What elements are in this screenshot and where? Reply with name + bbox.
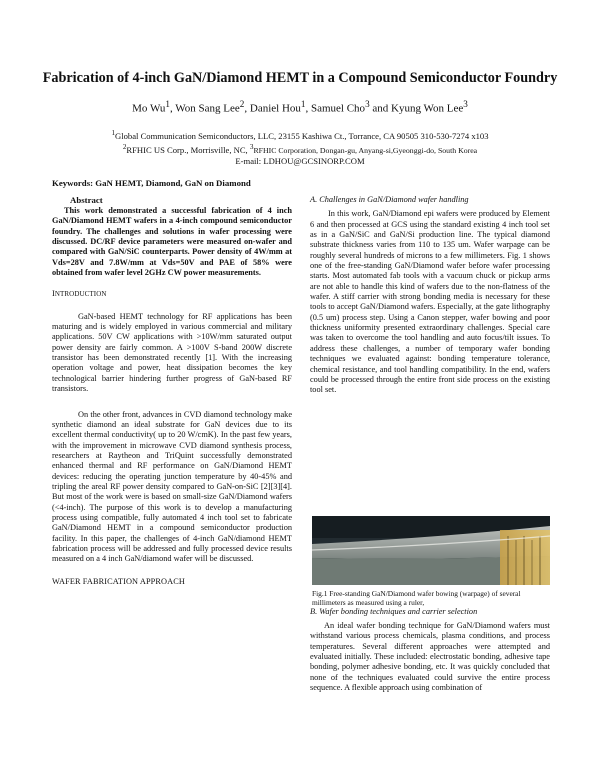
author-name: , Samuel Cho bbox=[305, 102, 366, 115]
section-b-paragraph: An ideal wafer bonding technique for GaN/Diamond wafers must withstand various process chemicals, plasma conditions, and process temperatures. Several different approaches were attempted and evaluated initially. These included: electrostatic bonding, adhesive tape bonding, polymer adhesive bonding, etc. It was quickly concluded that none of the techniques evaluated could survive the entire process sequence. A flexible approach using combination of bbox=[310, 621, 550, 693]
intro-heading-rest: NTRODUCTION bbox=[54, 290, 107, 299]
section-a-heading: A. Challenges in GaN/Diamond wafer handling bbox=[310, 195, 469, 204]
intro-heading-first: I bbox=[52, 289, 55, 299]
email-line: E-mail: LDHOU@GCSINORP.COM bbox=[235, 155, 365, 166]
wafer-fab-heading: WAFER FABRICATION APPROACH bbox=[52, 576, 185, 586]
author-sup: 1 bbox=[300, 99, 306, 109]
affiliation-line-2 bbox=[30, 142, 570, 156]
abstract-text: This work demonstrated a successful fabrication of 4 inch GaN/Diamond HEMT wafers in a 4-inch compound semiconductor foundry. The challenges and solutions in wafer processing were discussed. DC/RF device parameters were measured on-wafer and compared with GaN/SiC counterparts. Power density of 4W/mm at Vds=28V and 7.8W/mm at Vds=50V and PAE of 58% were obtained from wafer level 2GHz CW power measurements. bbox=[52, 206, 292, 278]
section-b-body bbox=[310, 621, 550, 693]
affiliation-text: Global Communication Semiconductors, LLC, 23155 Kashiwa Ct., Torrance, CA 90505 310-530-7274 x103 bbox=[115, 130, 489, 141]
right-column bbox=[310, 195, 550, 396]
figure-1-photo bbox=[312, 516, 550, 585]
author-name: , Daniel Hou bbox=[244, 102, 301, 115]
intro-paragraph-1: GaN-based HEMT technology for RF applications has been maturing and is widely employed in various commercial and military applications. 50V CW applications with >10W/mm saturated output power density are fairly common. A >100V S-band 200W discrete transistor has been demonstrated recently [1]. With the increasing operation voltage and power, heat dissipation becomes the key technological barrier hindering further progress of GaN-based RF transistors. bbox=[52, 311, 292, 394]
paper-title: Fabrication of 4-inch GaN/Diamond HEMT in a Compound Semiconductor Foundry bbox=[42, 70, 558, 86]
affiliation-sup: 2 bbox=[122, 142, 127, 151]
abstract-heading: Abstract bbox=[70, 195, 103, 205]
author-sup: 3 bbox=[463, 99, 468, 109]
left-column bbox=[52, 195, 292, 599]
wafer-photo-graphic bbox=[312, 516, 550, 585]
affiliation-sup: 1 bbox=[111, 129, 116, 137]
affiliation-text: RFHIC Corporation, Dongan-gu, Anyang-si,Gyeonggi-do, South Korea bbox=[253, 145, 478, 155]
author-name: Mo Wu bbox=[132, 102, 166, 115]
section-a-paragraph: In this work, GaN/Diamond epi wafers were produced by Element 6 and then processed at GCS using the standard existing 4 inch tool set as in a GaN/SiC and GaN/Si production line. The typical diamond substrate thickness varies from 110 to 135 um. Wafer warpage can be roughly several hundreds of microns to a few millimeters. Fig. 1 shows one of the free-standing GaN/Diamond wafer before wafer processing starts. Most automated fab tools with a vacuum chuck or pickup arms are not able to handle this kind of wafers due to the non-flatness of the wafer. A stiff carrier with strong bonding media is necessary for these tools to accept GaN/Diamond wafers. Especially, at the gate lithography (0.5 um) process step. Using a Canon stepper, wafer bowing and poor thickness uniformity presented extraordinary challenges. Special care was taken to overcome the tool handling and auto focus/tilt issues. To address these challenges, a number of temporary wafer bonding techniques we evaluated against: bonding temperature tolerance, chemical resistance, and tool handling compatibility. In the end, wafers could be processed through the entire front side process on the existing tool set. bbox=[310, 209, 550, 395]
author-sup: 2 bbox=[239, 99, 245, 109]
affiliation-line-1 bbox=[30, 128, 570, 142]
intro-heading bbox=[52, 289, 292, 299]
affiliation-sup: 3 bbox=[249, 142, 254, 151]
author-sup: 1 bbox=[165, 99, 170, 109]
author-sup: 3 bbox=[365, 99, 370, 109]
figure-1-caption: Fig.1 Free-standing GaN/Diamond wafer bowing (warpage) of several millimeters as measured using a ruler, bbox=[312, 589, 521, 608]
section-b-heading: B. Wafer bonding techniques and carrier selection bbox=[310, 607, 478, 616]
keywords: Keywords: GaN HEMT, Diamond, GaN on Diamond bbox=[52, 178, 251, 188]
author-list bbox=[30, 99, 570, 115]
affiliation-text: RFHIC US Corp., Morrisville, NC, bbox=[126, 144, 250, 155]
intro-paragraph-2: On the other front, advances in CVD diamond technology make synthetic diamond an ideal substrate for GaN devices due to its excellent thermal conductivity( up to 20 W/cmK). In the past few years, with the improvement in microwave CVD diamond synthesis process, researchers at Raytheon and TriQuint successfully demonstrated enhanced thermal and RF performance on GaN/Diamond HEMT devices: reducing the operating junction temperature by 40-45% and tripling the areal RF power density compared to GaN-on-SiC [2][3][4]. But most of the work were is based on small-size GaN/Diamond wafers (<4-inch). The purpose of this work is to develop a manufacturing process using compatible, fully automated 4 inch tool set to fabricate GaN/Diamond HEMT in a compound semiconductor production facility. In this paper, the challenges of 4-inch GaN/diamond HEMT fabrication process will be addressed and fully processed device results measured on a 4 inch GaN/diamond wafer will be discussed. bbox=[52, 409, 292, 564]
affiliations bbox=[30, 128, 570, 167]
author-name: , Won Sang Lee bbox=[170, 102, 240, 115]
author-name: and Kyung Won Lee bbox=[369, 102, 464, 115]
